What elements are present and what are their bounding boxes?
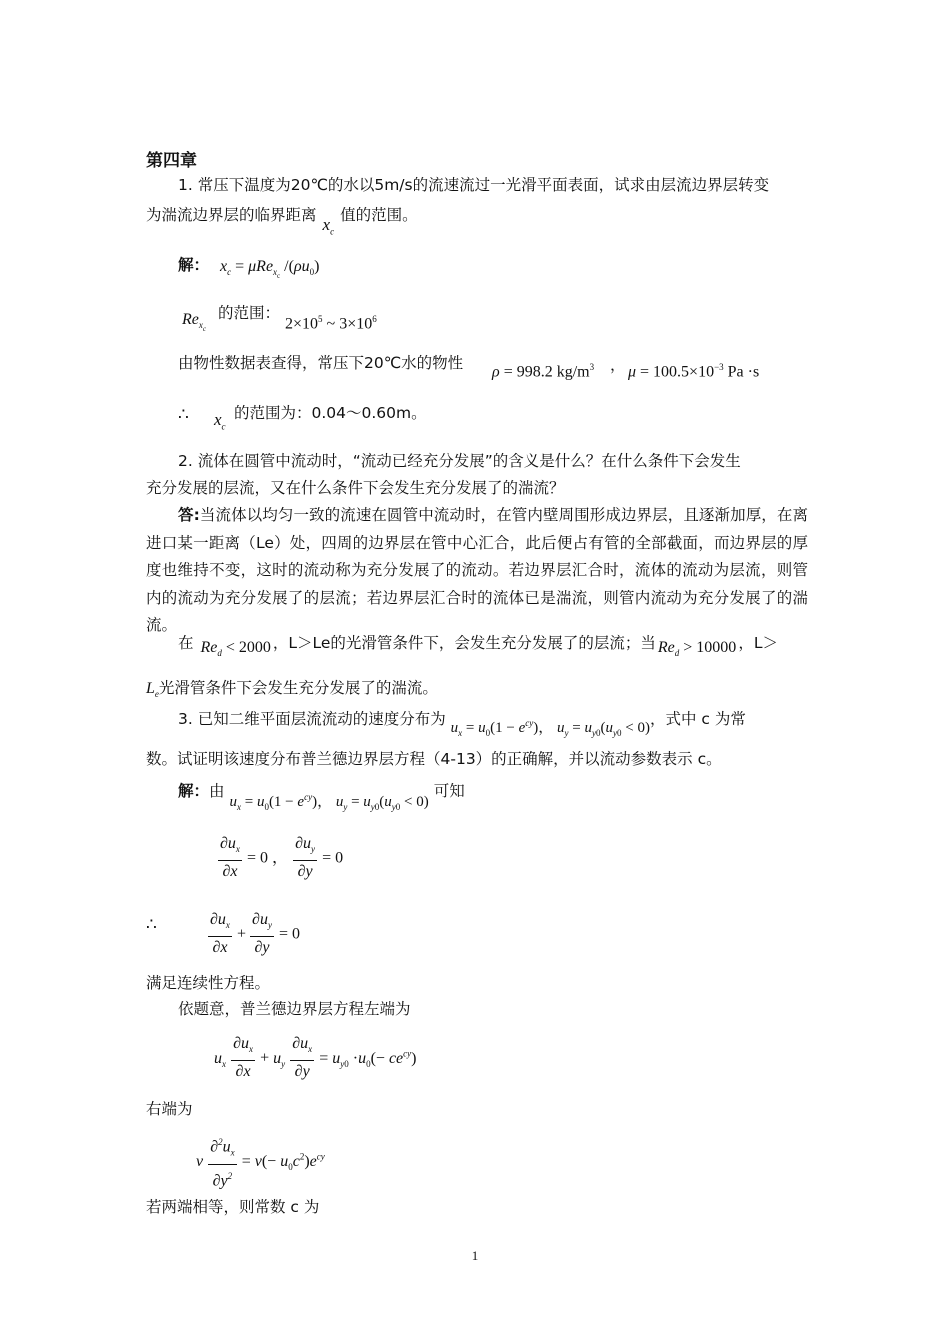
mu-formula: $\mu = 100.5\times 10^{-3}$ Pa ·s: [628, 362, 760, 381]
continuity-text: 满足连续性方程。: [146, 974, 271, 992]
therefore-symbol-2: ∴: [146, 915, 157, 935]
q3-solution-label: 解：: [178, 782, 210, 800]
q1-solution-label: 解：: [178, 256, 210, 274]
q2-question-line2: 充分发展的层流，又在什么条件下会发生充分发展了的湍流？: [146, 479, 565, 497]
cond-prefix: 在: [178, 634, 194, 652]
cond-line2-text: 光滑管条件下会发生充分发展了的湍流。: [158, 679, 438, 697]
equal-intro: 若两端相等，则常数 c 为: [146, 1198, 320, 1216]
re-range-formula: $2\times 10^5$ ~ $3\times 10^6$: [285, 314, 377, 333]
cond-tail: ，L＞: [738, 634, 778, 652]
q3-line1-post: ，式中 c 为常: [649, 710, 746, 728]
xc-symbol-2: $x_c$: [214, 410, 226, 432]
re-symbol: $Re_{x_c}$: [182, 311, 206, 333]
q2-answer-paragraph: [146, 502, 808, 640]
q3-solution-from: 由: [209, 782, 225, 800]
le-symbol: $L_e$: [146, 680, 159, 700]
q1-line1: 1. 常压下温度为20℃的水以5m/s的流速流过一光滑平面表面，试求由层流边界层转变: [178, 176, 770, 194]
left-side-intro: 依题意，普兰德边界层方程左端为: [178, 1000, 411, 1018]
cond-mid: ，L＞Le的光滑管条件下，会发生充分发展了的层流；当: [272, 634, 656, 652]
q3-line2: 数。试证明该速度分布普兰德边界层方程（4-13）的正确解，并以流动参数表示 c。: [146, 750, 722, 768]
therefore-symbol-1: ∴: [178, 405, 189, 425]
continuity-equation: $\frac{\partial u_x}{\partial x}$ + $\frac{\partial u_y}{\partial y}$ = 0: [210, 911, 301, 957]
velocity-distribution: $u_x = u_0(1 - e^{cy})$， $u_y = u_{y0}(u_{y0} < 0)$: [450, 718, 650, 738]
page-number: 1: [471, 1248, 479, 1263]
partial-derivatives: $\frac{\partial u_x}{\partial x}$ = 0 ， $\frac{\partial u_y}{\partial y}$ = 0: [220, 835, 344, 881]
chapter-title: 第四章: [146, 151, 197, 171]
q3-solution-line: [178, 774, 465, 811]
q1-main-formula: $x_c = \mu Re_{x_c}$ $/(\rho u_0)$: [220, 258, 320, 280]
q2-condition-line1: [178, 630, 778, 663]
re-range-label: 的范围：: [218, 304, 281, 322]
q1-line2: [146, 201, 418, 235]
re-turbulent-formula: $Re_d > 10000$: [657, 639, 737, 659]
q2-answer-label: 答:: [178, 506, 200, 524]
re-laminar-formula: $Re_d < 2000$: [200, 639, 271, 659]
q3-line1-pre: 3. 已知二维平面层流流动的速度分布为: [178, 710, 446, 728]
comma: ，: [610, 356, 626, 374]
velocity-distribution-2: $u_x = u_0(1 - e^{cy})$， $u_y = u_{y0}(u_{y0} < 0)$: [229, 792, 429, 812]
rho-formula: ρ = 998.2 $kg/m^3$: [492, 362, 595, 381]
q2-answer-text: 当流体以均匀一致的流速在圆管中流动时，在管内壁周围形成边界层，且逐渐加厚，在离进口某一距离（Le）处，四周的边界层在管中心汇合，此后便占有管的全部截面，而边界层的厚度也维持不变，这时的流动称为充分发展了的流动。若边界层汇合时，流体的流动为层流，则管内的流动为充分发展了的层流；若边界层汇合时的流体已是湍流，则管内流动为充分发展了的湍流。: [146, 506, 808, 634]
q1-result: 的范围为：0.04～0.60m。: [234, 404, 427, 422]
q3-line1: [178, 702, 746, 739]
right-side-equation: ν $\frac{\partial^2u_x}{\partial y^2}$ = $\nu(- u_0c^2)e^{cy}$: [196, 1132, 325, 1191]
q2-question-line1: 2. 流体在圆管中流动时，“流动已经充分发展”的含义是什么？在什么条件下会发生: [178, 452, 741, 470]
xc-symbol: $x_c$: [322, 215, 335, 237]
left-side-equation: $u_x$ $\frac{\partial u_x}{\partial x}$ + $u_y$ $\frac{\partial u_x}{\partial y}$ = $u_{y0} \cdot u_0(- ce^{cy})$: [214, 1035, 417, 1081]
q3-solution-known: 可知: [433, 782, 465, 800]
q1-line2-tail: 值的范围。: [340, 206, 418, 224]
property-text: 由物性数据表查得，常压下20℃水的物性: [178, 354, 464, 372]
right-side-intro: 右端为: [146, 1100, 193, 1118]
q1-line2-text: 为湍流边界层的临界距离: [146, 206, 317, 224]
